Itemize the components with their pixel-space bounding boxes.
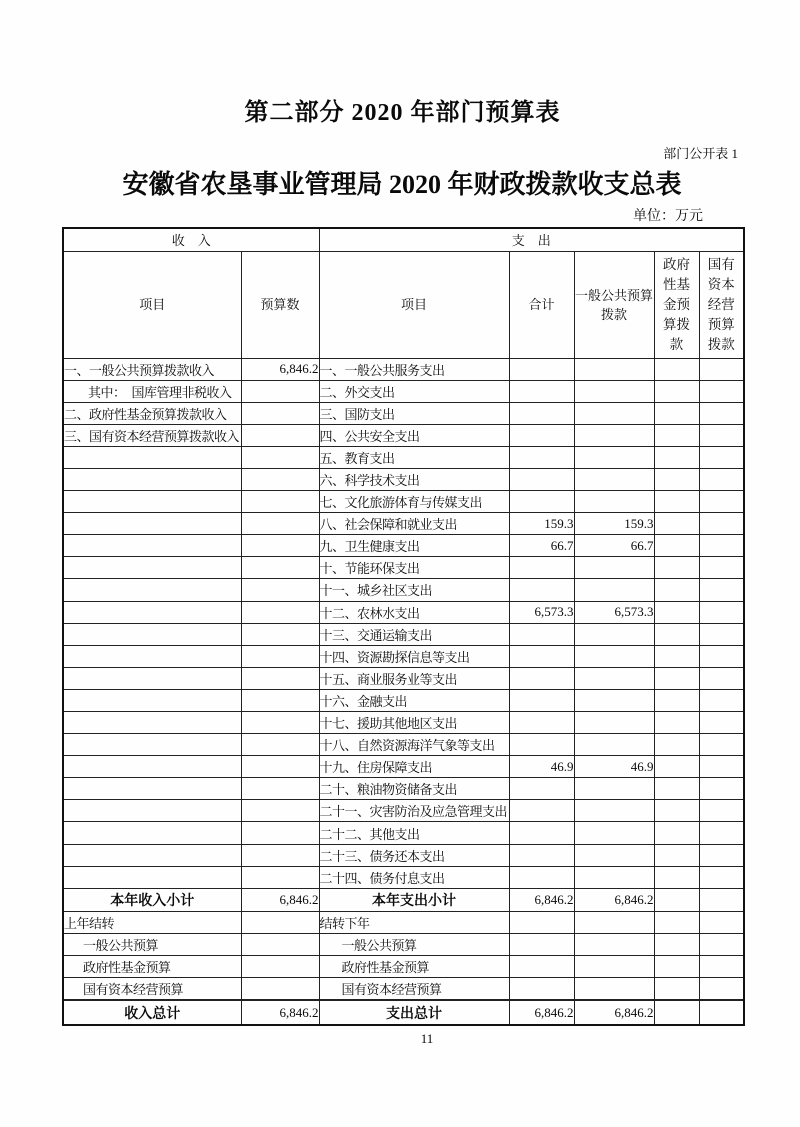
income-item-cell	[63, 468, 241, 490]
table-row	[63, 689, 744, 711]
income-item-cell	[63, 667, 241, 689]
expense-total-cell	[509, 623, 574, 645]
income-item-cell: 一般公共预算	[63, 934, 241, 956]
expense-gov-fund-cell	[654, 623, 699, 645]
expense-total-cell: 6,846.2	[509, 1001, 574, 1025]
expense-total-cell	[509, 734, 574, 756]
expense-state-capital-cell	[699, 978, 744, 1000]
income-budget-cell	[241, 956, 319, 978]
expense-state-capital-cell	[699, 535, 744, 557]
expense-total-cell	[509, 557, 574, 579]
table-row	[63, 888, 744, 911]
expense-total-cell	[509, 978, 574, 1000]
expense-item-cell: 十二、农林水支出	[319, 601, 509, 623]
expense-item-cell: 十五、商业服务业等支出	[319, 667, 509, 689]
expense-section-header: 支 出	[319, 228, 744, 251]
expense-state-capital-cell	[699, 734, 744, 756]
budget-table	[62, 227, 745, 1026]
income-budget-cell	[241, 446, 319, 468]
expense-item-cell: 十六、金融支出	[319, 689, 509, 711]
expense-item-cell: 二十三、债务还本支出	[319, 844, 509, 866]
expense-general-cell	[574, 358, 654, 380]
expense-total-cell: 6,846.2	[509, 888, 574, 911]
expense-item-cell: 一般公共预算	[319, 934, 509, 956]
expense-item-cell: 六、科学技术支出	[319, 468, 509, 490]
expense-gov-fund-cell	[654, 956, 699, 978]
section-title: 第二部分 2020 年部门预算表	[244, 100, 561, 126]
expense-state-capital-cell	[699, 956, 744, 978]
income-item-cell	[63, 513, 241, 535]
income-item-cell	[63, 645, 241, 667]
income-budget-cell: 6,846.2	[241, 358, 319, 380]
income-item-cell: 一、一般公共预算拨款收入	[63, 358, 241, 380]
income-item-cell	[63, 601, 241, 623]
expense-gov-fund-cell	[654, 689, 699, 711]
expense-gov-fund-cell	[654, 491, 699, 513]
table-row	[63, 667, 744, 689]
table-row	[63, 866, 744, 888]
expense-general-cell	[574, 822, 654, 844]
income-budget-cell	[241, 800, 319, 822]
expense-general-cell	[574, 734, 654, 756]
table-header	[63, 228, 744, 358]
expense-item-cell: 三、国防支出	[319, 402, 509, 424]
expense-general-cell	[574, 667, 654, 689]
page-number: 11	[420, 1031, 434, 1046]
expense-total-cell	[509, 667, 574, 689]
expense-total-cell: 46.9	[509, 756, 574, 778]
income-budget-cell	[241, 645, 319, 667]
expense-general-cell	[574, 956, 654, 978]
table-row	[63, 778, 744, 800]
expense-general-column-header: 一般公共预算拨款	[574, 251, 654, 358]
income-item-cell	[63, 491, 241, 513]
expense-item-cell: 四、公共安全支出	[319, 424, 509, 446]
expense-item-cell: 五、教育支出	[319, 446, 509, 468]
expense-gov-fund-cell	[654, 446, 699, 468]
expense-general-cell	[574, 446, 654, 468]
expense-state-capital-cell	[699, 491, 744, 513]
expense-item-cell: 政府性基金预算	[319, 956, 509, 978]
header-row-sections	[63, 228, 744, 251]
expense-gov-fund-cell	[654, 866, 699, 888]
income-item-cell	[63, 557, 241, 579]
table-row	[63, 535, 744, 557]
table-row	[63, 712, 744, 734]
expense-state-capital-cell	[699, 844, 744, 866]
expense-state-capital-cell	[699, 712, 744, 734]
table-row	[63, 911, 744, 933]
expense-gov-fund-cell	[654, 601, 699, 623]
income-budget-cell	[241, 579, 319, 601]
table-row	[63, 468, 744, 490]
expense-gov-fund-cell	[654, 911, 699, 933]
expense-total-cell	[509, 491, 574, 513]
expense-state-capital-cell	[699, 557, 744, 579]
table-row	[63, 513, 744, 535]
expense-item-cell: 二十二、其他支出	[319, 822, 509, 844]
expense-general-cell: 66.7	[574, 535, 654, 557]
expense-state-capital-cell	[699, 402, 744, 424]
expense-general-cell: 46.9	[574, 756, 654, 778]
income-budget-cell	[241, 756, 319, 778]
income-budget-cell	[241, 689, 319, 711]
income-item-cell	[63, 756, 241, 778]
page-title: 安徽省农垦事业管理局 2020 年财政拨款收支总表	[122, 170, 682, 199]
income-budget-cell: 6,846.2	[241, 888, 319, 911]
income-item-cell: 二、政府性基金预算拨款收入	[63, 402, 241, 424]
income-item-cell	[63, 734, 241, 756]
income-budget-cell	[241, 402, 319, 424]
expense-general-cell	[574, 645, 654, 667]
expense-general-cell: 159.3	[574, 513, 654, 535]
expense-state-capital-cell	[699, 623, 744, 645]
expense-item-cell: 一、一般公共服务支出	[319, 358, 509, 380]
expense-total-cell	[509, 911, 574, 933]
expense-general-cell	[574, 866, 654, 888]
expense-total-cell	[509, 358, 574, 380]
income-item-cell: 本年收入小计	[63, 888, 241, 911]
table-row	[63, 579, 744, 601]
expense-gov-fund-cell	[654, 844, 699, 866]
income-budget-cell	[241, 535, 319, 557]
expense-state-capital-cell	[699, 689, 744, 711]
income-section-header: 收 入	[63, 228, 319, 251]
expense-general-cell	[574, 402, 654, 424]
expense-item-column-header: 项目	[319, 251, 509, 358]
expense-gov-fund-cell	[654, 468, 699, 490]
expense-state-capital-column-header: 国有资本经营预算拨款	[699, 251, 744, 358]
expense-total-cell	[509, 645, 574, 667]
table-row	[63, 822, 744, 844]
expense-general-cell	[574, 579, 654, 601]
expense-state-capital-cell	[699, 468, 744, 490]
expense-gov-fund-cell	[654, 380, 699, 402]
expense-item-cell: 二十、粮油物资储备支出	[319, 778, 509, 800]
income-budget-cell	[241, 934, 319, 956]
expense-general-cell	[574, 844, 654, 866]
income-budget-cell	[241, 380, 319, 402]
expense-total-cell	[509, 579, 574, 601]
table-row	[63, 380, 744, 402]
expense-general-cell	[574, 712, 654, 734]
table-row	[63, 800, 744, 822]
expense-gov-fund-cell	[654, 712, 699, 734]
income-budget-cell: 6,846.2	[241, 1001, 319, 1025]
expense-general-cell: 6,573.3	[574, 601, 654, 623]
income-item-cell: 三、国有资本经营预算拨款收入	[63, 424, 241, 446]
expense-total-cell	[509, 866, 574, 888]
expense-general-cell	[574, 689, 654, 711]
expense-state-capital-cell	[699, 358, 744, 380]
expense-state-capital-cell	[699, 513, 744, 535]
income-item-cell	[63, 778, 241, 800]
expense-total-cell	[509, 712, 574, 734]
income-budget-cell	[241, 712, 319, 734]
expense-item-cell: 十一、城乡社区支出	[319, 579, 509, 601]
expense-gov-fund-cell	[654, 424, 699, 446]
income-budget-cell	[241, 491, 319, 513]
expense-state-capital-cell	[699, 822, 744, 844]
expense-state-capital-cell	[699, 888, 744, 911]
expense-gov-fund-cell	[654, 888, 699, 911]
expense-item-cell: 本年支出小计	[319, 888, 509, 911]
expense-state-capital-cell	[699, 424, 744, 446]
income-item-cell	[63, 866, 241, 888]
expense-gov-fund-cell	[654, 978, 699, 1000]
expense-state-capital-cell	[699, 579, 744, 601]
expense-general-cell	[574, 911, 654, 933]
expense-item-cell: 九、卫生健康支出	[319, 535, 509, 557]
expense-general-cell	[574, 978, 654, 1000]
income-item-cell	[63, 822, 241, 844]
expense-item-cell: 十八、自然资源海洋气象等支出	[319, 734, 509, 756]
expense-general-cell: 6,846.2	[574, 1001, 654, 1025]
income-budget-cell	[241, 844, 319, 866]
expense-item-cell: 支出总计	[319, 1001, 509, 1025]
income-budget-cell	[241, 601, 319, 623]
expense-item-cell: 二十一、灾害防治及应急管理支出	[319, 800, 509, 822]
income-budget-cell	[241, 734, 319, 756]
table-row	[63, 934, 744, 956]
expense-gov-fund-cell	[654, 800, 699, 822]
expense-state-capital-cell	[699, 667, 744, 689]
table-row	[63, 601, 744, 623]
expense-general-cell	[574, 623, 654, 645]
expense-total-cell	[509, 778, 574, 800]
income-budget-cell	[241, 866, 319, 888]
expense-total-cell	[509, 689, 574, 711]
income-budget-cell	[241, 623, 319, 645]
income-item-cell	[63, 689, 241, 711]
expense-total-cell	[509, 446, 574, 468]
expense-general-cell	[574, 424, 654, 446]
expense-general-cell	[574, 380, 654, 402]
expense-gov-fund-cell	[654, 734, 699, 756]
expense-general-cell	[574, 934, 654, 956]
expense-state-capital-cell	[699, 645, 744, 667]
income-budget-cell	[241, 778, 319, 800]
expense-state-capital-cell	[699, 778, 744, 800]
income-item-cell	[63, 446, 241, 468]
income-budget-cell	[241, 911, 319, 933]
expense-total-cell	[509, 424, 574, 446]
income-item-cell: 上年结转	[63, 911, 241, 933]
income-item-cell	[63, 800, 241, 822]
income-item-cell	[63, 579, 241, 601]
expense-general-cell: 6,846.2	[574, 888, 654, 911]
table-row	[63, 424, 744, 446]
table-row	[63, 358, 744, 380]
expense-state-capital-cell	[699, 380, 744, 402]
expense-item-cell: 十、节能环保支出	[319, 557, 509, 579]
table-row	[63, 557, 744, 579]
table-row	[63, 956, 744, 978]
table-row	[63, 734, 744, 756]
expense-gov-fund-cell	[654, 1001, 699, 1025]
table-row	[63, 844, 744, 866]
expense-gov-fund-cell	[654, 756, 699, 778]
income-budget-cell	[241, 468, 319, 490]
expense-item-cell: 八、社会保障和就业支出	[319, 513, 509, 535]
income-item-cell: 其中： 国库管理非税收入	[63, 380, 241, 402]
expense-total-cell: 159.3	[509, 513, 574, 535]
table-row	[63, 402, 744, 424]
expense-state-capital-cell	[699, 911, 744, 933]
income-budget-cell	[241, 667, 319, 689]
expense-total-cell	[509, 844, 574, 866]
income-item-cell	[63, 623, 241, 645]
expense-state-capital-cell	[699, 446, 744, 468]
table-row	[63, 491, 744, 513]
expense-gov-fund-cell	[654, 513, 699, 535]
table-row	[63, 446, 744, 468]
expense-gov-fund-cell	[654, 778, 699, 800]
expense-item-cell: 国有资本经营预算	[319, 978, 509, 1000]
expense-item-cell: 二十四、债务付息支出	[319, 866, 509, 888]
expense-general-cell	[574, 800, 654, 822]
table-row	[63, 978, 744, 1000]
expense-total-cell	[509, 468, 574, 490]
expense-item-cell: 十九、住房保障支出	[319, 756, 509, 778]
expense-item-cell: 十七、援助其他地区支出	[319, 712, 509, 734]
expense-item-cell: 十四、资源勘探信息等支出	[319, 645, 509, 667]
expense-state-capital-cell	[699, 800, 744, 822]
expense-total-column-header: 合计	[509, 251, 574, 358]
table-row	[63, 623, 744, 645]
income-budget-cell	[241, 978, 319, 1000]
expense-total-cell	[509, 800, 574, 822]
expense-gov-fund-cell	[654, 535, 699, 557]
expense-total-cell	[509, 822, 574, 844]
expense-gov-fund-cell	[654, 822, 699, 844]
income-item-cell: 政府性基金预算	[63, 956, 241, 978]
expense-total-cell: 66.7	[509, 535, 574, 557]
table-row	[63, 645, 744, 667]
expense-total-cell	[509, 956, 574, 978]
expense-state-capital-cell	[699, 866, 744, 888]
expense-general-cell	[574, 557, 654, 579]
table-row	[63, 756, 744, 778]
unit-note: 单位：万元	[633, 209, 703, 224]
expense-total-cell	[509, 402, 574, 424]
expense-total-cell	[509, 934, 574, 956]
expense-gov-fund-cell	[654, 557, 699, 579]
expense-gov-fund-cell	[654, 934, 699, 956]
table-row	[63, 1001, 744, 1025]
table-label: 部门公开表 1	[663, 146, 738, 161]
expense-item-cell: 七、文化旅游体育与传媒支出	[319, 491, 509, 513]
income-item-column-header: 项目	[63, 251, 241, 358]
expense-gov-fund-cell	[654, 645, 699, 667]
expense-general-cell	[574, 491, 654, 513]
expense-state-capital-cell	[699, 756, 744, 778]
income-item-cell	[63, 844, 241, 866]
expense-gov-fund-cell	[654, 579, 699, 601]
income-budget-cell	[241, 557, 319, 579]
expense-general-cell	[574, 778, 654, 800]
income-budget-cell	[241, 424, 319, 446]
income-budget-cell	[241, 513, 319, 535]
expense-gov-fund-column-header: 政府性基金预算拨款	[654, 251, 699, 358]
income-budget-cell	[241, 822, 319, 844]
income-item-cell	[63, 712, 241, 734]
income-budget-column-header: 预算数	[241, 251, 319, 358]
expense-item-cell: 十三、交通运输支出	[319, 623, 509, 645]
expense-state-capital-cell	[699, 1001, 744, 1025]
expense-gov-fund-cell	[654, 667, 699, 689]
expense-state-capital-cell	[699, 601, 744, 623]
expense-item-cell: 结转下年	[319, 911, 509, 933]
expense-total-cell: 6,573.3	[509, 601, 574, 623]
expense-general-cell	[574, 468, 654, 490]
income-item-cell: 收入总计	[63, 1001, 241, 1025]
expense-item-cell: 二、外交支出	[319, 380, 509, 402]
income-item-cell	[63, 535, 241, 557]
table-body	[63, 358, 744, 1025]
expense-gov-fund-cell	[654, 358, 699, 380]
expense-total-cell	[509, 380, 574, 402]
expense-state-capital-cell	[699, 934, 744, 956]
income-item-cell: 国有资本经营预算	[63, 978, 241, 1000]
header-row-columns	[63, 251, 744, 358]
expense-gov-fund-cell	[654, 402, 699, 424]
